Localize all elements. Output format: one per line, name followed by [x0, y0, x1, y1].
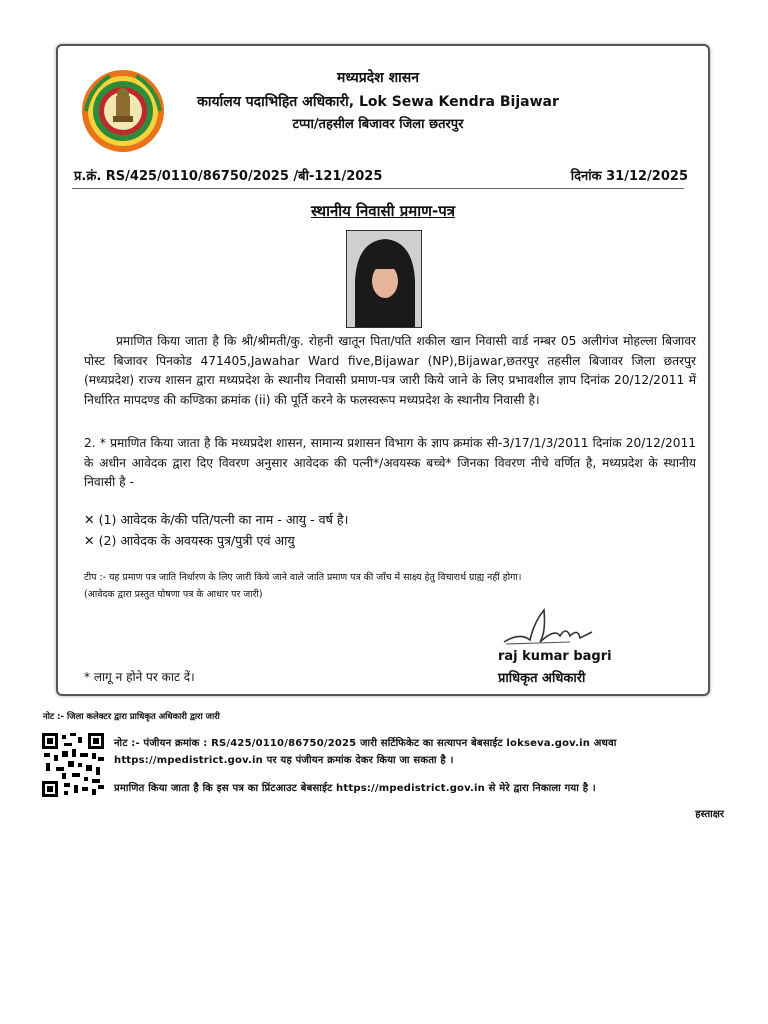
declaration-note: (आवेदक द्वारा प्रस्तुत घोषणा पत्र के आधार पर जारी): [84, 589, 263, 600]
issuing-authority-note: नोट :- जिला कलेक्टर द्वारा प्राधिकृत अधिकारी द्वारा जारी: [43, 712, 220, 722]
verification-note-line-2: https://mpedistrict.gov.in पर यह पंजीयन क्रमांक देकर किया जा सकता है ।: [114, 755, 454, 766]
signature-label: हस्ताक्षर: [695, 809, 724, 820]
issue-date: दिनांक 31/12/2025: [570, 169, 688, 184]
strike-mark-icon: ✕: [84, 533, 95, 548]
qr-code-icon: [42, 733, 104, 797]
minor-children-item: [84, 532, 295, 549]
madhya-pradesh-emblem-icon: [80, 68, 166, 154]
applicant-photo: [346, 230, 422, 328]
signature-image: [500, 602, 600, 650]
header-office: कार्यालय पदाभिहित अधिकारी, Lok Sewa Kendra Bijawar: [197, 94, 559, 110]
header-government: मध्यप्रदेश शासन: [337, 70, 419, 86]
caste-note: टीप :- यह प्रमाण पत्र जाति निर्धारण के लिए जारी किये जाने वाले जाति प्रमाण पत्र की जाँच में साक्ष्य हेतु विचारार्थ ग्राह्य नहीं होगा।: [84, 572, 522, 583]
header-divider: [72, 188, 684, 189]
signatory-designation: प्राधिकृत अधिकारी: [498, 671, 586, 686]
spouse-detail-item: [84, 511, 348, 528]
reference-number: प्र.क्रं. RS/425/0110/86750/2025 /बी-121/2025: [74, 169, 383, 184]
certificate-body-paragraph-1: प्रमाणित किया जाता है कि श्री/श्रीमती/कु. रोहनी खातून पिता/पति शकील खान निवासी वार्ड नम्बर 05 अलीगंज मोहल्ला बिजावर पोस्ट बिजावर पिनकोड 471405,Jawahar Ward five,Bijawar (NP),Bijawar,छतरपुर तहसील बिजावर जिला छतरपुर (मध्यप्रदेश) राज्य शासन द्वारा मध्यप्रदेश के स्थानीय निवासी प्रमाण-पत्र जारी किये जाने के लिए प्रभावशील ज्ञाप दिनांक 20/12/2011 में निर्धारित मापदण्ड की कण्डिका क्रमांक (ii) की पूर्ति करने के फलस्वरूप मध्यप्रदेश के स्थानीय निवासी है।: [84, 334, 696, 407]
printout-attestation: प्रमाणित किया जाता है कि इस पत्र का प्रिंटआउट बेबसाईट https://mpedistrict.gov.in से मेरे द्वारा निकाला गया है ।: [114, 783, 596, 794]
spouse-detail-text: (1) आवेदक के/की पति/पत्नी का नाम - आयु - वर्ष है।: [98, 512, 349, 527]
signatory-name: raj kumar bagri: [498, 649, 612, 664]
minor-children-text: (2) आवेदक के अवयस्क पुत्र/पुत्री एवं आयु: [98, 533, 295, 548]
verification-note-line-1: नोट :- पंजीयन क्रमांक : RS/425/0110/86750/2025 जारी सर्टिफिकेट का सत्यापन बेबसाईट lokseva.gov.in अथवा: [114, 738, 617, 749]
strike-mark-icon: ✕: [84, 512, 95, 527]
header-tehsil-district: टप्पा/तहसील बिजावर जिला छतरपुर: [292, 117, 464, 132]
certificate-frame: [56, 44, 710, 696]
strike-footnote: * लागू न होने पर काट दें।: [84, 670, 195, 684]
certificate-body-paragraph-2: 2. * प्रमाणित किया जाता है कि मध्यप्रदेश शासन, सामान्य प्रशासन विभाग के ज्ञाप क्रमांक सी-3/17/1/3/2011 दिनांक 20/12/2011 के अधीन आवेदक द्वारा दिए विवरण अनुसार आवेदक की पत्नी*/अवयस्क बच्चे* जिनका विवरण नीचे वर्णित है, मध्यप्रदेश के स्थानीय निवासी है -: [84, 436, 696, 489]
certificate-title: स्थानीय निवासी प्रमाण-पत्र: [310, 202, 456, 220]
